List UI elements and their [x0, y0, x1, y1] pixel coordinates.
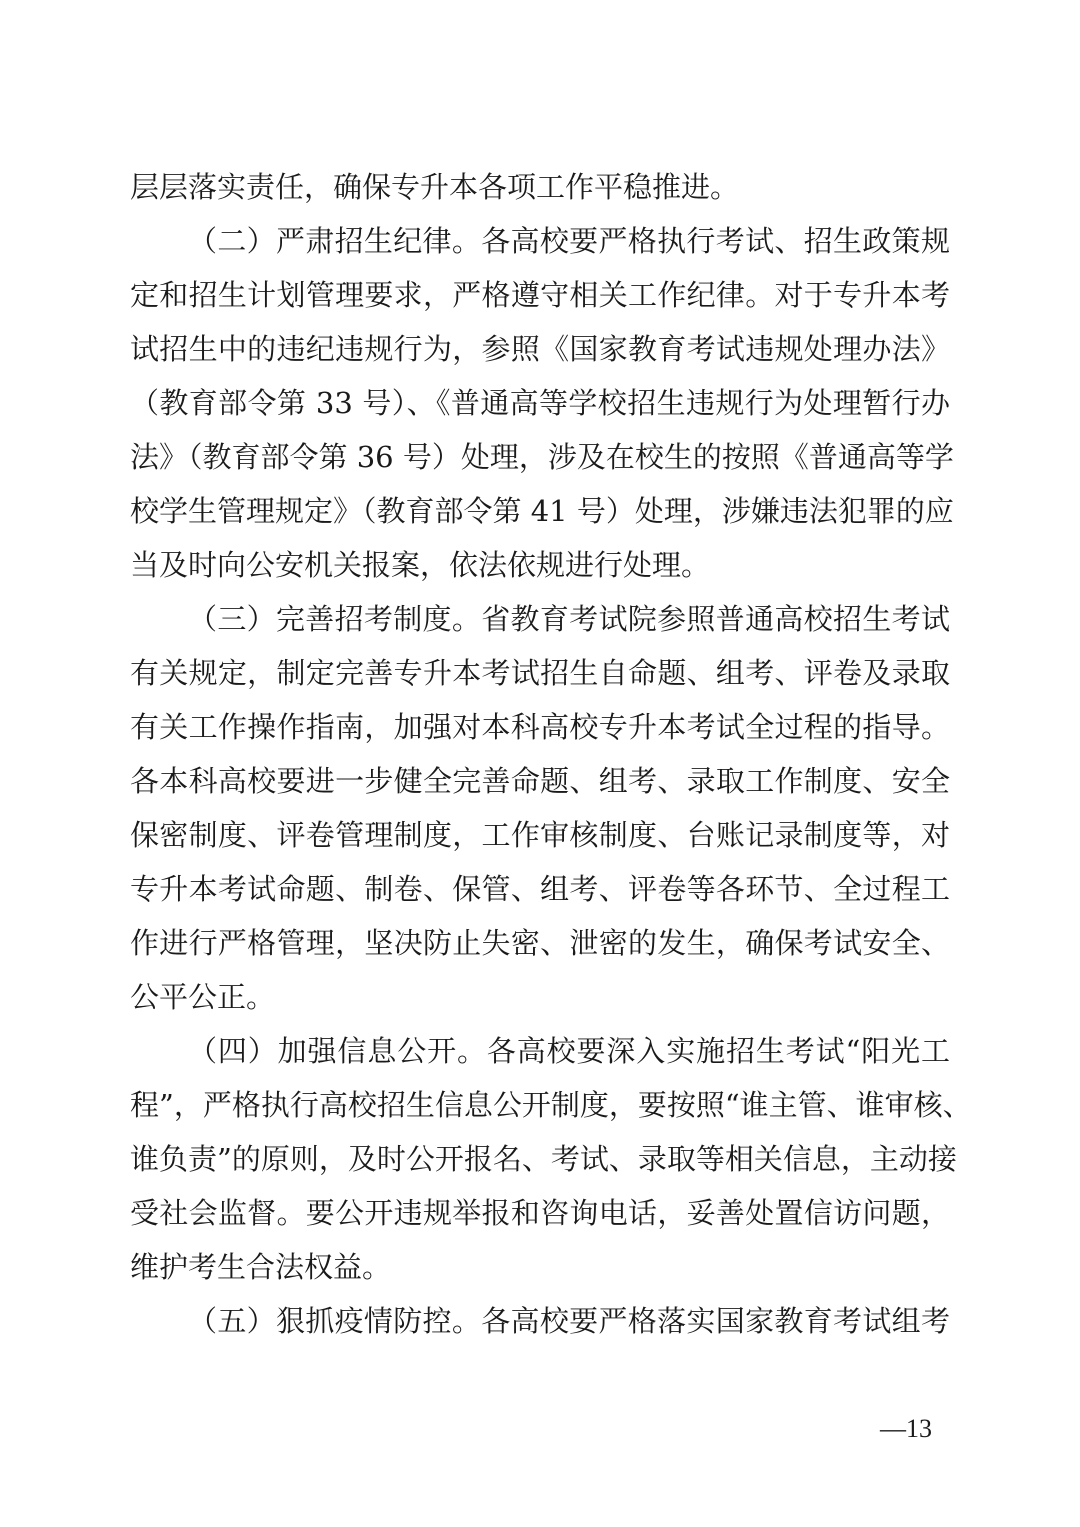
- paragraph-line: 定和招生计划管理要求，严格遵守相关工作纪律。对于专升本考: [130, 278, 950, 312]
- paragraph-line: 当及时向公安机关报案，依法依规进行处理。: [130, 548, 711, 582]
- paragraph-line: 校学生管理规定》（教育部令第 41 号）处理，涉嫌违法犯罪的应: [130, 494, 954, 528]
- paragraph-line: 保密制度、评卷管理制度，工作审核制度、台账记录制度等，对: [130, 818, 950, 852]
- paragraph-line: 作进行严格管理，坚决防止失密、泄密的发生，确保考试安全、: [130, 926, 950, 960]
- paragraph-line: 法》（教育部令第 36 号）处理，涉及在校生的按照《普通高等学: [130, 440, 954, 474]
- body-text: [130, 160, 972, 1348]
- paragraph-line: 谁负责”的原则，及时公开报名、考试、录取等相关信息，主动接: [130, 1142, 957, 1176]
- page-number: —13: [880, 1414, 932, 1443]
- paragraph-line: 专升本考试命题、制卷、保管、组考、评卷等各环节、全过程工: [130, 872, 950, 906]
- section-heading-line: （三）完善招考制度。省教育考试院参照普通高校招生考试: [188, 602, 950, 636]
- paragraph-line: 试招生中的违纪违规行为，参照《国家教育考试违规处理办法》: [130, 332, 950, 366]
- section-heading-line: （四）加强信息公开。各高校要深入实施招生考试“阳光工: [188, 1034, 950, 1068]
- paragraph-line: 层层落实责任，确保专升本各项工作平稳推进。: [130, 170, 740, 204]
- paragraph-line: 有关规定，制定完善专升本考试招生自命题、组考、评卷及录取: [130, 656, 950, 690]
- paragraph-line: 有关工作操作指南，加强对本科高校专升本考试全过程的指导。: [130, 710, 950, 744]
- paragraph-line: 公平公正。: [130, 980, 276, 1014]
- section-heading-line: （五）狠抓疫情防控。各高校要严格落实国家教育考试组考: [188, 1304, 950, 1338]
- paragraph-line: 维护考生合法权益。: [130, 1250, 392, 1284]
- paragraph-line: 受社会监督。要公开违规举报和咨询电话，妥善处置信访问题，: [130, 1196, 950, 1230]
- section-heading-line: （二）严肃招生纪律。各高校要严格执行考试、招生政策规: [188, 224, 950, 258]
- paragraph-line: 各本科高校要进一步健全完善命题、组考、录取工作制度、安全: [130, 764, 950, 798]
- paragraph-line: （教育部令第 33 号）、《普通高等学校招生违规行为处理暂行办: [130, 386, 950, 420]
- paragraph-line: 程”，严格执行高校招生信息公开制度，要按照“谁主管、谁审核、: [130, 1088, 972, 1122]
